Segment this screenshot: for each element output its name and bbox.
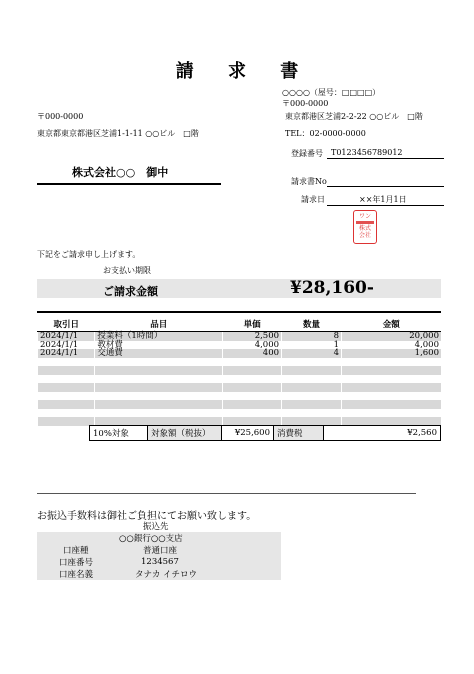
table-row (38, 409, 442, 418)
bank-number-label: 口座番号 (59, 558, 94, 568)
cell-date: 2024/1/1 (38, 332, 95, 341)
seal-bar (356, 221, 374, 224)
tax-label: 消費税 (274, 426, 324, 440)
cell-item (95, 366, 223, 375)
bank-type-value: 普通口座 (143, 546, 178, 556)
table-row (38, 349, 442, 358)
header-quantity: 数量 (282, 316, 342, 332)
bank-number-value: 1234567 (141, 557, 179, 567)
bank-number-row (37, 556, 281, 568)
cell-item: 授業料（1時間） (95, 332, 223, 341)
total-label: ご請求金額 (103, 285, 158, 298)
table-header-row (38, 316, 442, 332)
cell-item (95, 358, 223, 367)
table-row (38, 375, 442, 384)
bank-holder-value: タナカ イチロウ (135, 570, 198, 580)
cell-date (38, 400, 95, 409)
table-row (38, 366, 442, 375)
cell-unit-price: 400 (223, 349, 282, 358)
cell-unit-price (223, 392, 282, 401)
cell-quantity (282, 358, 342, 367)
payment-deadline-label: お支払い期限 (103, 266, 151, 275)
cell-item (95, 409, 223, 418)
invoice-number-label: 請求書No (291, 177, 327, 186)
table-row (38, 383, 442, 392)
cell-item (95, 392, 223, 401)
header-date: 取引日 (38, 316, 95, 332)
cell-amount: 4,000 (342, 341, 441, 350)
recipient-address: 東京都東京都港区芝浦1-1-11 ○○ビル □階 (37, 129, 199, 138)
invoice-date-underline (327, 205, 444, 206)
line-items-table (37, 316, 441, 426)
cell-quantity (282, 383, 342, 392)
sender-postal: 〒000-0000 (282, 99, 329, 108)
cell-unit-price (223, 409, 282, 418)
cell-unit-price (223, 400, 282, 409)
bank-type-row (37, 544, 281, 556)
cell-item (95, 375, 223, 384)
cell-item: 教材費 (95, 341, 223, 350)
intro-text: 下記をご請求申し上げます。 (37, 250, 141, 259)
bank-type-label: 口座種 (63, 546, 89, 556)
transfer-fee-note: お振込手数料は御社ご負担にてお願い致します。 (37, 511, 257, 522)
cell-date (38, 392, 95, 401)
cell-date (38, 358, 95, 367)
cell-quantity: 4 (282, 349, 342, 358)
cell-unit-price (223, 375, 282, 384)
cell-quantity: 8 (282, 332, 342, 341)
invoice-date-value: ××年1月1日 (359, 195, 407, 204)
cell-quantity: 1 (282, 341, 342, 350)
bank-info-block (37, 520, 281, 580)
invoice-date-label: 請求日 (301, 195, 325, 204)
bank-holder-row (37, 568, 281, 580)
seal-mid-text: 株式 (358, 225, 371, 232)
cell-quantity (282, 366, 342, 375)
table-row (38, 392, 442, 401)
cell-date (38, 383, 95, 392)
tax-rate-label: 10%対象 (90, 426, 148, 440)
cell-amount: 20,000 (342, 332, 441, 341)
header-item: 品目 (95, 316, 223, 332)
total-band (37, 279, 441, 298)
cell-amount (342, 400, 441, 409)
recipient-postal: 〒000-0000 (37, 112, 84, 121)
company-seal-stamp (353, 210, 377, 244)
cell-quantity (282, 409, 342, 418)
cell-amount (342, 375, 441, 384)
cell-date (38, 409, 95, 418)
cell-unit-price: 2,500 (223, 332, 282, 341)
bank-name: ○○銀行○○支店 (37, 532, 281, 544)
registration-label: 登録番号 (291, 149, 323, 158)
tax-base-label: 対象額（税抜） (148, 426, 222, 440)
cell-item (95, 383, 223, 392)
tax-value: ¥2,560 (407, 428, 437, 438)
cell-unit-price (223, 383, 282, 392)
section-divider (37, 493, 416, 494)
cell-date (38, 417, 95, 426)
registration-number: T0123456789012 (331, 148, 403, 157)
table-row (38, 358, 442, 367)
document-title: 請 求 書 (175, 61, 313, 82)
bank-holder-label: 口座名義 (59, 570, 94, 580)
cell-amount (342, 358, 441, 367)
total-amount: ¥28,160- (290, 278, 374, 298)
table-top-rule (37, 311, 441, 313)
cell-unit-price: 4,000 (223, 341, 282, 350)
sender-name: ○○○○（屋号：□□□□） (282, 88, 381, 97)
recipient-underline (37, 183, 221, 185)
tax-base-value: ¥25,600 (222, 426, 274, 440)
registration-underline (327, 158, 444, 159)
bank-heading: 振込先 (143, 522, 169, 532)
seal-bottom-text: 会社 (358, 232, 371, 239)
cell-quantity (282, 392, 342, 401)
cell-item: 交通費 (95, 349, 223, 358)
invoice-number-underline (327, 186, 444, 187)
cell-unit-price (223, 366, 282, 375)
cell-date (38, 366, 95, 375)
cell-quantity (282, 375, 342, 384)
recipient-name: 株式会社○○ 御中 (72, 166, 169, 179)
cell-quantity (282, 400, 342, 409)
cell-date (38, 375, 95, 384)
cell-item (95, 400, 223, 409)
sender-tel: TEL：02-0000-0000 (285, 129, 366, 138)
tax-summary-row (89, 425, 441, 441)
seal-top-text: ワン (358, 213, 371, 220)
header-amount: 金額 (342, 316, 441, 332)
table-row (38, 400, 442, 409)
cell-unit-price (223, 358, 282, 367)
header-unit-price: 単価 (223, 316, 282, 332)
cell-amount (342, 366, 441, 375)
cell-amount (342, 383, 441, 392)
cell-amount: 1,600 (342, 349, 441, 358)
cell-amount (342, 392, 441, 401)
cell-date: 2024/1/1 (38, 349, 95, 358)
sender-address: 東京都港区芝浦2-2-22 ○○ビル □階 (285, 112, 423, 121)
cell-amount (342, 409, 441, 418)
cell-date: 2024/1/1 (38, 341, 95, 350)
